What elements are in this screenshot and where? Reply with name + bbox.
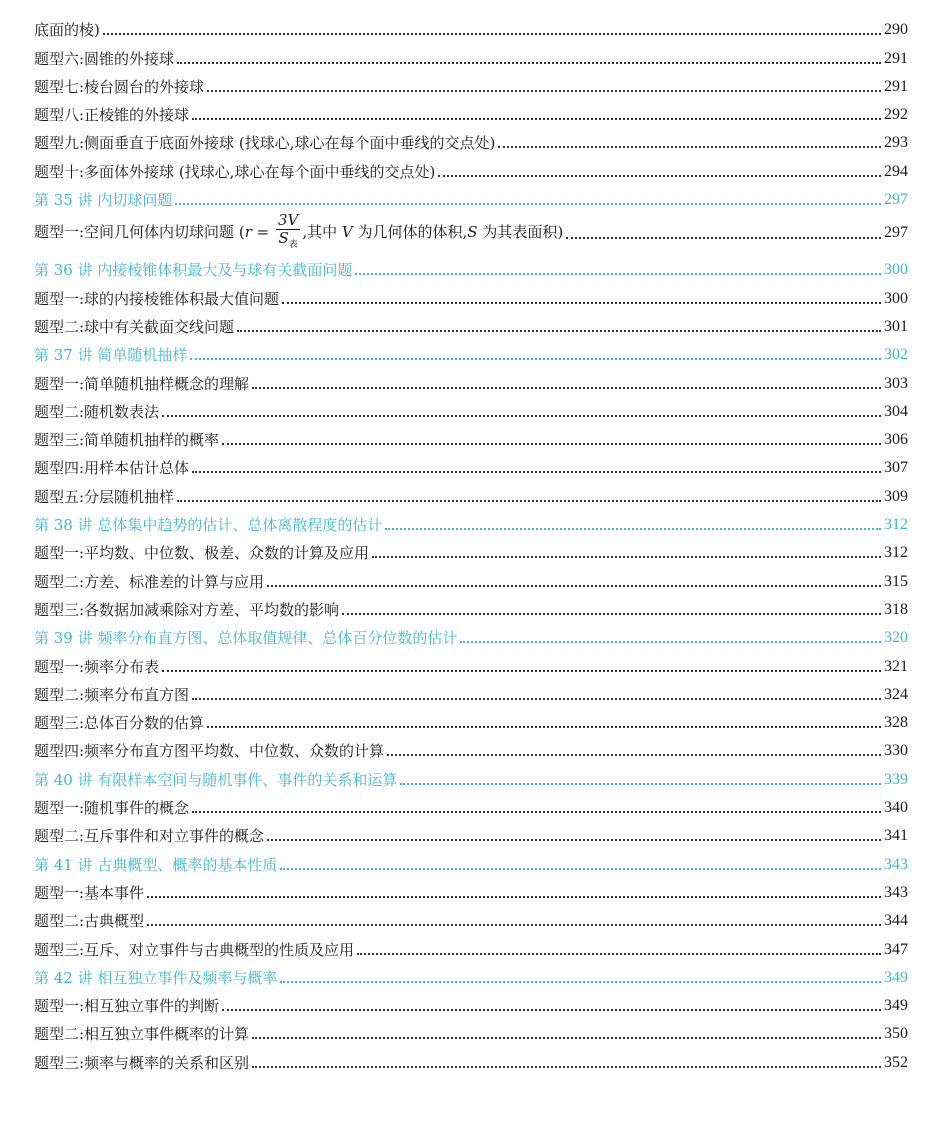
dot-leader [385, 528, 881, 530]
lecture-title: 第 35 讲 内切球问题 [34, 191, 173, 210]
toc-entry[interactable] [34, 99, 908, 127]
dot-leader [372, 556, 881, 558]
dot-leader [357, 953, 881, 955]
toc-entry-title: 题型六:圆锥的外接球 [34, 49, 175, 68]
toc-entry-title: 题型三:总体百分数的估算 [34, 714, 205, 733]
toc-entry-page: 347 [884, 940, 908, 958]
toc-entry-page: 350 [884, 1025, 908, 1043]
toc-entry-title: 题型二:方差、标准差的计算与应用 [34, 572, 265, 591]
toc-lecture-heading[interactable] [34, 339, 908, 367]
toc-entry-title: 题型一:平均数、中位数、极差、众数的计算及应用 [34, 544, 370, 563]
toc-entry-title: 题型一:基本事件 [34, 883, 145, 902]
toc-entry[interactable] [34, 1018, 908, 1046]
toc-entry[interactable] [34, 792, 908, 820]
toc-entry[interactable] [34, 282, 908, 310]
toc-entry-page: 309 [884, 487, 908, 505]
fraction-denominator [279, 230, 298, 254]
lecture-page: 339 [884, 770, 908, 788]
toc-entry-title: 题型三:简单随机抽样的概率 [34, 431, 220, 450]
toc-entry[interactable] [34, 14, 908, 42]
dot-leader [498, 146, 881, 148]
toc-entry-title: 题型一:频率分布表 [34, 657, 160, 676]
toc-entry[interactable] [34, 820, 908, 848]
toc-lecture-heading[interactable] [34, 509, 908, 537]
dot-leader [355, 273, 881, 275]
toc-entry[interactable] [34, 990, 908, 1018]
dot-leader [175, 203, 881, 205]
toc-entry-page: 321 [884, 657, 908, 675]
toc-entry-title: 底面的棱) [34, 21, 100, 40]
toc-lecture-heading[interactable] [34, 763, 908, 791]
lecture-page: 343 [884, 855, 908, 873]
dot-leader [192, 811, 881, 813]
formula-var-r: r [244, 223, 252, 242]
toc-entry-page: 294 [884, 162, 908, 180]
title-mid: ,其中 [302, 223, 342, 242]
toc-entry[interactable] [34, 424, 908, 452]
toc-entry-title: 题型一:随机事件的概念 [34, 799, 190, 818]
toc-entry-title: 题型三:互斥、对立事件与古典概型的性质及应用 [34, 940, 355, 959]
toc-entry-page: 341 [884, 827, 908, 845]
dot-leader [147, 896, 881, 898]
lecture-title: 第 41 讲 古典概型、概率的基本性质 [34, 855, 278, 874]
fraction-denominator-sub: 表 [288, 240, 298, 251]
toc-entry-page: 303 [884, 374, 908, 392]
toc-entry-title: 题型二:球中有关截面交线问题 [34, 317, 235, 336]
toc-entry-page: 343 [884, 883, 908, 901]
toc-entry-page: 304 [884, 402, 908, 420]
title-mid2: 为几何体的体积, [352, 223, 468, 242]
toc-entry[interactable] [34, 565, 908, 593]
dot-leader [387, 754, 881, 756]
dot-leader [222, 1009, 881, 1011]
toc-entry[interactable] [34, 155, 908, 183]
toc-lecture-heading[interactable] [34, 184, 908, 212]
dot-leader [280, 981, 881, 983]
toc-entry[interactable] [34, 650, 908, 678]
toc-entry[interactable] [34, 933, 908, 961]
toc-entry-page: 330 [884, 742, 908, 760]
dot-leader [190, 358, 881, 360]
dot-leader [342, 613, 881, 615]
toc-entry[interactable] [34, 707, 908, 735]
dot-leader [267, 839, 881, 841]
toc-entry-page: 301 [884, 317, 908, 335]
dot-leader [192, 698, 881, 700]
dot-leader [192, 471, 881, 473]
title-suffix: 为其表面积) [477, 223, 564, 242]
toc-entry-page: 315 [884, 572, 908, 590]
table-of-contents [34, 14, 908, 1075]
dot-leader [192, 118, 881, 120]
toc-lecture-heading[interactable] [34, 254, 908, 282]
toc-entry-page: 312 [884, 544, 908, 562]
dot-leader [103, 33, 881, 35]
dot-leader [147, 924, 881, 926]
lecture-title: 第 37 讲 简单随机抽样 [34, 346, 188, 365]
lecture-title: 第 38 讲 总体集中趋势的估计、总体离散程度的估计 [34, 516, 383, 535]
dot-leader [252, 387, 881, 389]
toc-entry-page: 306 [884, 431, 908, 449]
dot-leader [162, 670, 881, 672]
toc-lecture-heading[interactable] [34, 962, 908, 990]
toc-entry-page: 344 [884, 912, 908, 930]
toc-entry-title: 题型九:侧面垂直于底面外接球 (找球心,球心在每个面中垂线的交点处) [34, 134, 496, 153]
toc-entry[interactable] [34, 1046, 908, 1074]
toc-entry[interactable] [34, 480, 908, 508]
lecture-page: 300 [884, 261, 908, 279]
dot-leader [177, 500, 881, 502]
toc-entry-title: 题型十:多面体外接球 (找球心,球心在每个面中垂线的交点处) [34, 162, 436, 181]
toc-entry-page: 290 [884, 21, 908, 39]
lecture-page: 349 [884, 968, 908, 986]
toc-entry-page: 352 [884, 1053, 908, 1071]
dot-leader [460, 641, 881, 643]
toc-entry-title: 题型八:正棱锥的外接球 [34, 106, 190, 125]
toc-entry[interactable] [34, 735, 908, 763]
dot-leader [280, 868, 881, 870]
toc-entry-title: 题型二:古典概型 [34, 912, 145, 931]
toc-entry-title: 题型三:各数据加减乘除对方差、平均数的影响 [34, 600, 340, 619]
toc-entry[interactable] [34, 311, 908, 339]
dot-leader [566, 237, 881, 239]
toc-entry-title: 题型三:频率与概率的关系和区别 [34, 1053, 250, 1072]
toc-entry-page: 292 [884, 106, 908, 124]
toc-entry-page: 340 [884, 799, 908, 817]
lecture-title: 第 42 讲 相互独立事件及频率与概率 [34, 968, 278, 987]
toc-entry-page: 318 [884, 600, 908, 618]
dot-leader [282, 302, 881, 304]
dot-leader [162, 415, 881, 417]
toc-entry[interactable] [34, 679, 908, 707]
toc-entry-page: 291 [884, 49, 908, 67]
dot-leader [438, 175, 881, 177]
toc-entry[interactable] [34, 905, 908, 933]
toc-entry[interactable] [34, 594, 908, 622]
dot-leader [237, 330, 881, 332]
toc-entry-page: 324 [884, 685, 908, 703]
dot-leader [252, 1037, 881, 1039]
toc-lecture-heading[interactable] [34, 622, 908, 650]
lecture-page: 320 [884, 629, 908, 647]
toc-entry-title: 题型二:互斥事件和对立事件的概念 [34, 827, 265, 846]
toc-entry-formula[interactable] [34, 212, 908, 254]
formula-fraction [276, 212, 300, 254]
toc-entry-title: 题型二:相互独立事件概率的计算 [34, 1025, 250, 1044]
toc-entry-page: 328 [884, 714, 908, 732]
formula-var-s: S [467, 223, 478, 242]
dot-leader [222, 443, 881, 445]
toc-entry-title: 题型四:频率分布直方图平均数、中位数、众数的计算 [34, 742, 385, 761]
dot-leader [252, 1066, 881, 1068]
lecture-page: 302 [884, 346, 908, 364]
toc-entry-title: 题型五:分层随机抽样 [34, 487, 175, 506]
toc-entry[interactable] [34, 877, 908, 905]
toc-entry-title: 题型一:球的内接棱锥体积最大值问题 [34, 289, 280, 308]
fraction-denominator-var: S [278, 229, 289, 248]
dot-leader [177, 62, 881, 64]
formula-var-v: V [341, 223, 353, 242]
dot-leader [267, 585, 881, 587]
lecture-page: 312 [884, 516, 908, 534]
dot-leader [400, 783, 881, 785]
toc-entry-page: 293 [884, 134, 908, 152]
toc-entry-title: 题型四:用样本估计总体 [34, 459, 190, 478]
toc-entry[interactable] [34, 396, 908, 424]
toc-entry[interactable] [34, 127, 908, 155]
dot-leader [207, 90, 881, 92]
toc-entry[interactable] [34, 537, 908, 565]
lecture-page: 297 [884, 191, 908, 209]
toc-lecture-heading[interactable] [34, 848, 908, 876]
toc-entry-title: 题型一:相互独立事件的判断 [34, 997, 220, 1016]
dot-leader [207, 726, 881, 728]
fraction-numerator: 3V [277, 211, 299, 230]
toc-entry[interactable] [34, 452, 908, 480]
toc-entry[interactable] [34, 367, 908, 395]
lecture-title: 第 40 讲 有限样本空间与随机事件、事件的关系和运算 [34, 770, 398, 789]
toc-entry-title: 题型七:棱台圆台的外接球 [34, 77, 205, 96]
toc-entry-title [34, 212, 563, 254]
lecture-title: 第 36 讲 内接棱锥体积最大及与球有关截面问题 [34, 261, 353, 280]
lecture-title: 第 39 讲 频率分布直方图、总体取值规律、总体百分位数的估计 [34, 629, 458, 648]
toc-entry-title: 题型二:频率分布直方图 [34, 685, 190, 704]
toc-entry-page: 300 [884, 289, 908, 307]
toc-entry[interactable] [34, 71, 908, 99]
toc-entry[interactable] [34, 42, 908, 70]
title-prefix: 题型一:空间几何体内切球问题 ( [34, 223, 245, 242]
toc-entry-page: 291 [884, 77, 908, 95]
toc-entry-title: 题型二:随机数表法 [34, 402, 160, 421]
toc-entry-title: 题型一:简单随机抽样概念的理解 [34, 374, 250, 393]
formula-equals: = [251, 223, 274, 242]
toc-entry-page: 349 [884, 997, 908, 1015]
toc-entry-page: 307 [884, 459, 908, 477]
toc-entry-page: 297 [884, 224, 908, 242]
